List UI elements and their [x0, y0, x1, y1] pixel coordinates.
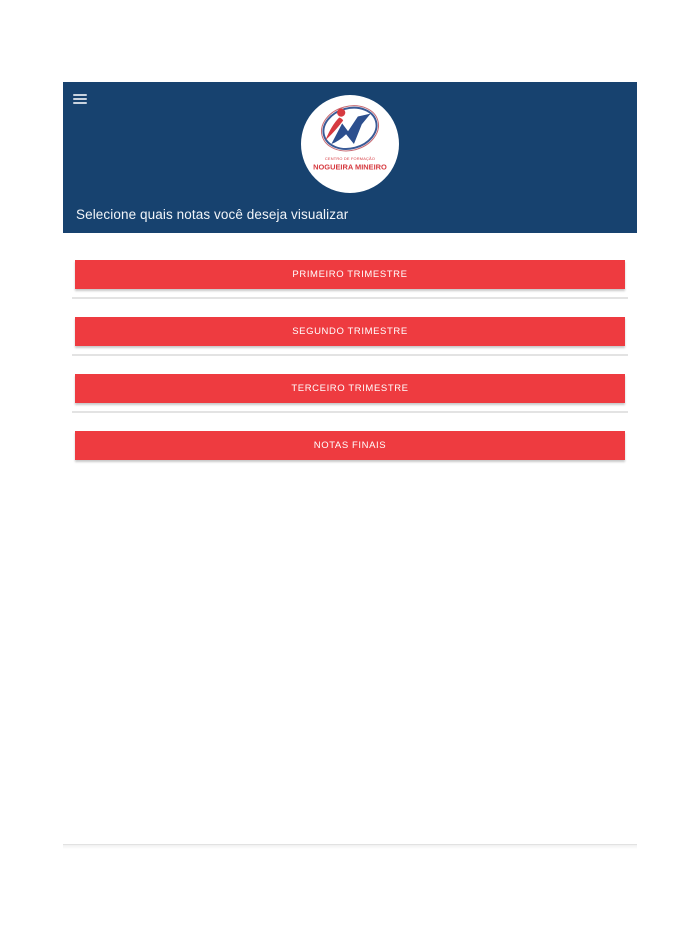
footer-divider	[63, 844, 637, 849]
divider	[72, 411, 628, 413]
school-logo-emblem-icon	[301, 95, 399, 193]
logo-text-line1: CENTRO DE FORMAÇÃO	[324, 156, 376, 162]
grade-options-list	[63, 233, 637, 460]
app-container	[63, 82, 637, 848]
button-notas-finais[interactable]: NOTAS FINAIS	[75, 431, 625, 460]
hamburger-bar	[73, 94, 87, 96]
school-logo	[301, 95, 399, 193]
hamburger-bar	[73, 102, 87, 104]
hamburger-menu-icon[interactable]	[73, 92, 91, 106]
divider	[72, 354, 628, 356]
button-primeiro-trimestre[interactable]: PRIMEIRO TRIMESTRE	[75, 260, 625, 289]
button-segundo-trimestre[interactable]: SEGUNDO TRIMESTRE	[75, 317, 625, 346]
divider	[72, 297, 628, 299]
logo-text-line2: NOGUEIRA MINEIRO	[313, 162, 387, 172]
app-header	[63, 82, 637, 233]
header-subtitle: Selecione quais notas você deseja visualizar	[76, 207, 349, 222]
hamburger-bar	[73, 98, 87, 100]
button-terceiro-trimestre[interactable]: TERCEIRO TRIMESTRE	[75, 374, 625, 403]
